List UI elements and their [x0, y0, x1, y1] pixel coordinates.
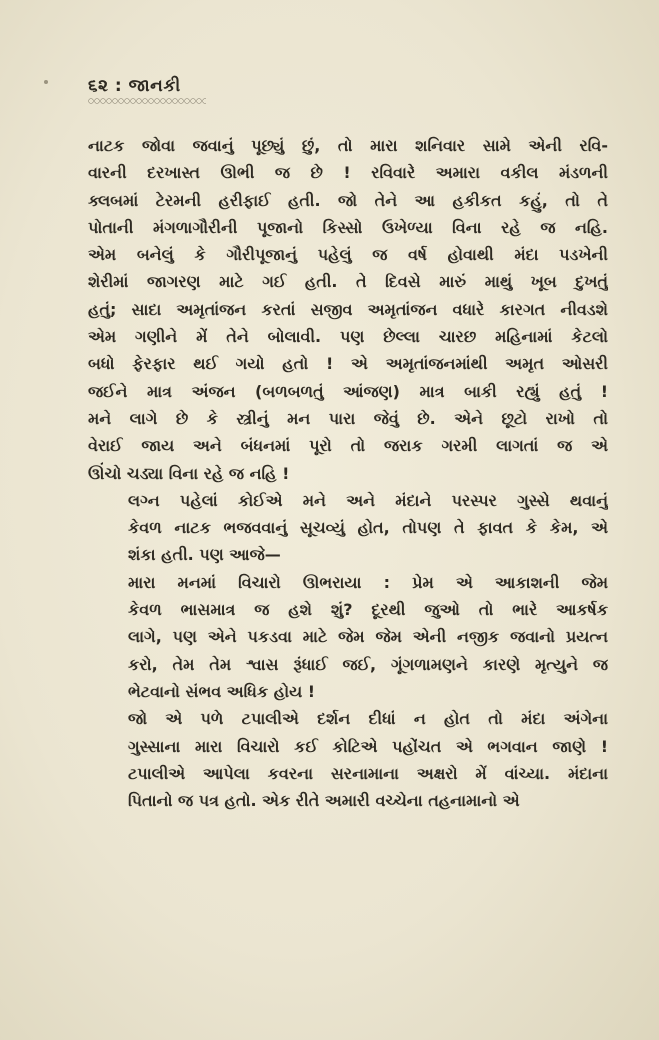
text-line: લાગે, પણ એને પકડવા માટે જેમ જેમ એની નજીક જવાનો પ્રયત્ન: [128, 627, 608, 647]
text-line: પોતાની મંગળાગૌરીની પૂજાનો કિસ્સો ઉખેળ્યા વિના રહે જ નહિ.: [88, 217, 608, 237]
text-line: ગુસ્સાના મારા વિચારો કઈ કોટિએ પહોંચત એ ભગવાન જાણે !: [128, 736, 608, 756]
text-line: ભેટવાનો સંભવ અધિક હોય !: [128, 681, 316, 701]
book-title: જાનકી: [128, 76, 181, 96]
text-line: વેરાઈ જાય અને બંધનમાં પૂરો તો જરાક ગરમી લાગતાં જ એ: [88, 436, 608, 456]
text-line: ટપાલીએ આપેલા કવરના સરનામાના અક્ષરો મેં વાંચ્યા. મંદાના: [128, 763, 608, 783]
text-line: પિતાનો જ પત્ર હતો. એક રીતે અમારી વચ્ચેના તહનામાનો એ: [128, 791, 520, 811]
body-text: [88, 132, 608, 814]
text-line: ઊંચો ચડ્યા વિના રહે જ નહિ !: [88, 463, 290, 483]
text-line: કેવળ નાટક ભજવવાનું સૂચવ્યું હોત, તોપણ તે ફાવત કે કેમ, એ: [128, 518, 608, 538]
text-line: કેવળ ભાસમાત્ર જ હશે શું? દૂરથી જુઓ તો ભારે આકર્ષક: [128, 600, 608, 620]
text-line: મને લાગે છે કે સ્ત્રીનું મન પારા જેવું છે. એને છૂટો રાખો તો: [88, 408, 608, 428]
text-line: એમ ગણીને મેં તેને બોલાવી. પણ છેલ્લા ચારછ મહિનામાં કેટલો: [88, 327, 608, 347]
header-decorative-rule: [88, 98, 206, 104]
text-line: નાટક જોવા જવાનું પૂછ્યું છું, તો મારા શનિવાર સામે એની રવિ-: [88, 136, 608, 155]
text-line: શેરીમાં જાગરણ માટે ગઈ હતી. તે દિવસે મારું માથું ખૂબ દુખતું: [88, 272, 608, 292]
page-number: ૬૨: [88, 76, 109, 96]
paragraph: [88, 705, 608, 814]
text-line: એમ બનેલું કે ગૌરીપૂજાનું પહેલું જ વર્ષ હોવાથી મંદા પડખેની: [88, 245, 608, 265]
paragraph: [88, 487, 608, 569]
text-line: જઈને માત્ર અંજન (બળબળતું આંજણ) માત્ર બાકી રહ્યું હતું !: [88, 381, 608, 401]
text-line: મારા મનમાં વિચારો ઊભરાયા : પ્રેમ એ આકાશની જેમ: [128, 572, 608, 592]
text-line: બધો ફેરફાર થઈ ગયો હતો ! એ અમૃતાંજનમાંથી અમૃત ઓસરી: [88, 354, 608, 374]
text-line: હતું; સાદા અમૃતાંજન કરતાં સજીવ અમૃતાંજન વધારે કારગત નીવડશે: [88, 299, 608, 319]
header-separator: :: [114, 76, 123, 96]
text-line: કરો, તેમ તેમ શ્વાસ રૂંધાઈ જઈ, ગૂંગળામણને કારણે મૃત્યુને જ: [128, 654, 608, 674]
page-speck: [44, 80, 48, 84]
text-line: જો એ પળે ટપાલીએ દર્શન દીધાં ન હોત તો મંદા અંગેના: [128, 709, 608, 729]
running-header: [88, 76, 181, 96]
text-line: લગ્ન પહેલાં કોઈએ મને અને મંદાને પરસ્પર ગુસ્સે થવાનું: [128, 490, 608, 510]
text-line: શંકા હતી. પણ આજે—: [128, 545, 281, 565]
text-line: ક્લબમાં ટેરમની હરીફાઈ હતી. જો તેને આ હકીકત કહું, તો તે: [88, 190, 608, 210]
paragraph: [88, 569, 608, 705]
paragraph: [88, 132, 608, 487]
text-line: વારની દરખાસ્ત ઊભી જ છે ! રવિવારે અમારા વકીલ મંડળની: [88, 163, 608, 183]
